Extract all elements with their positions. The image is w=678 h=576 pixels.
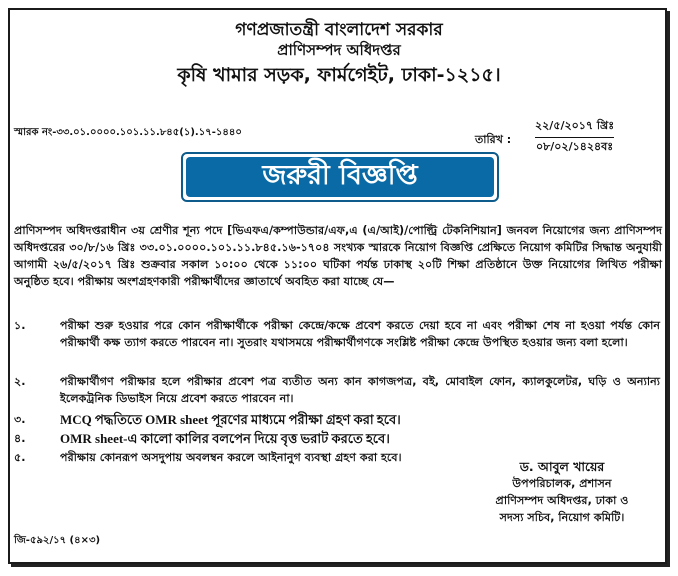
signature-block — [470, 458, 654, 526]
signatory-name: ড. আবুল খায়ের — [519, 459, 605, 474]
item-text: OMR sheet-এ কালো কালির বলপেন দিয়ে বৃত্ত ভরাট করতে হবে। — [60, 431, 390, 446]
memo-number: স্মারক নং-৩৩.০১.০০০০.১০১.১১.৮৪৫(১).১৭-১৪৪০ — [14, 127, 242, 138]
department-title: প্রাণিসম্পদ অধিদপ্তর — [277, 41, 401, 59]
government-title: গণপ্রজাতন্ত্রী বাংলাদেশ সরকার — [235, 20, 443, 40]
item-text: পরীক্ষা শুরু হওয়ার পরে কোন পরীক্ষার্থীকে পরীক্ষা কেন্দ্রে/কক্ষে প্রবেশ করতে দেয়া হবে না এবং পরীক্ষা শেষ না হওয়া পর্যন্ত কোন পরীক্ষার্থী কক্ষ ত্যাগ করতে পারবেন না। সুতরাং যথাসময়ে পরীক্ষার্থীগণকে সংশ্লিষ্ট পরীক্ষা কেন্দ্রে উপস্থিত হওয়ার জন্য বলা হলো। — [60, 319, 660, 349]
item-text: পরীক্ষার্থীগণ পরীক্ষার হলে পরীক্ষার প্রবেশ পত্র ব্যতীত অন্য কান কাগজপত্র, বই, মোবাইল ফোন, ক্যালকুলেটর, ঘড়ি ও অন্যান্য ইলেকট্রনিক ডিভাইস নিয়ে প্রবেশ করতে পারবেন না। — [60, 375, 660, 405]
date-gregorian: ২২/৫/২০১৭ খ্রিঃ — [535, 117, 614, 138]
intro-paragraph: প্রাণিসম্পদ অধিদপ্তরাধীন ৩য় শ্রেণীর শূন্য পদে [ভিএফএ/কম্পাউন্ডার/এফ,এ (এ/আই)/পোল্ট্রি টেকনিশিয়ান] জনবল নিয়োগের জন্য প্রাণিসম্পদ অধিদপ্তরের ৩০/৮/১৬ খ্রিঃ ৩৩.০১.০০০০.১০১.১১.৮৪৫.১৬-১৭০৪ সংখ্যক স্মারকে নিয়োগ বিজ্ঞপ্তি প্রেক্ষিতে নিয়োগ কমিটির সিদ্ধান্ত অনুযায়ী আগামী ২৬/৫/২০১৭ খ্রিঃ শুক্রবার সকাল ১০:০০ থেকে ১১:০০ ঘটিকা পর্যন্ত ঢাকাস্থ ২০টি শিক্ষা প্রতিষ্ঠানে উক্ত নিয়োগের লিখিত পরীক্ষা অনুষ্ঠিত হবে। পরীক্ষায় অংশগ্রহণকারী পরীক্ষার্থীদের জ্ঞাতার্থে অবহিত করা যাচ্ছে যে— — [14, 224, 662, 288]
item-number: ১. — [14, 319, 26, 332]
office-address: কৃষি খামার সড়ক, ফার্মগেইট, ঢাকা-১২১৫। — [177, 64, 501, 86]
banner-title: জরুরী বিজ্ঞপ্তি — [186, 157, 494, 197]
publication-reference: জি-৫৯২/১৭ (৪×৩) — [14, 535, 101, 546]
signatory-office: প্রাণিসম্পদ অধিদপ্তর, ঢাকা ও — [495, 494, 629, 507]
date-block — [535, 117, 614, 157]
signatory-role: সদস্য সচিব, নিয়োগ কমিটি। — [499, 511, 625, 524]
item-number: ২. — [14, 375, 26, 388]
item-number: ৫. — [14, 451, 26, 464]
signatory-designation: উপপরিচালক, প্রশাসন — [512, 477, 612, 490]
date-bangla: ০৮/০২/১৪২৪বঃ — [535, 140, 614, 153]
item-number: ৩. — [14, 413, 26, 426]
item-text: পরীক্ষায় কোনরূপ অসদুপায় অবলম্বন করলে আইনানুগ ব্যবস্থা গ্রহণ করা হবে। — [60, 451, 402, 464]
date-label: তারিখ : — [475, 133, 512, 146]
item-number: ৪. — [14, 432, 26, 445]
urgent-notice-banner — [181, 152, 499, 202]
item-text: MCQ পদ্ধতিতে OMR sheet পূরণের মাধ্যমে পরীক্ষা গ্রহণ করা হবে। — [60, 412, 401, 427]
